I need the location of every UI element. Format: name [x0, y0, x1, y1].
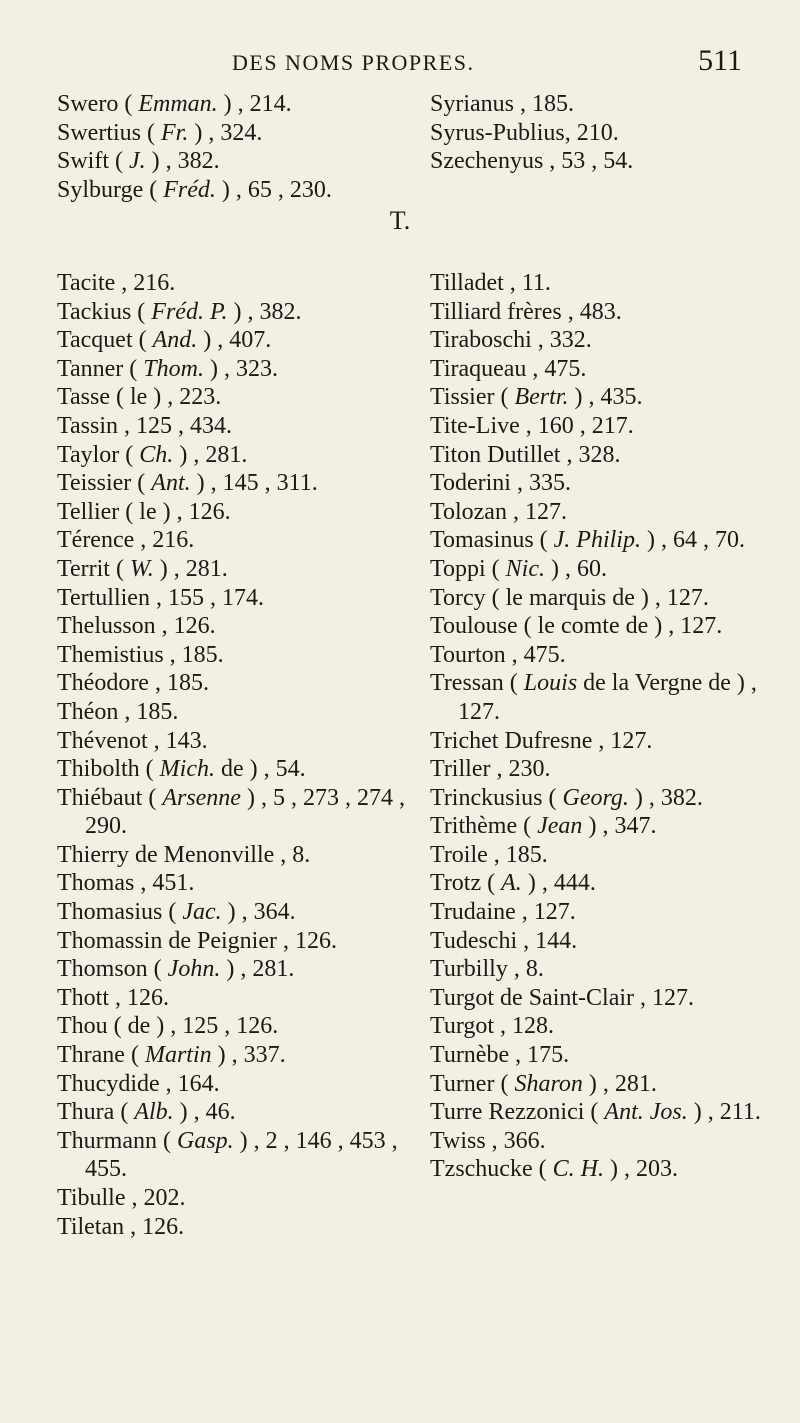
entry-name: Tasse ( le ) , 223. [57, 384, 222, 411]
entry-pages: , 382. [648, 784, 703, 811]
running-title: DES NOMS PROPRES. [232, 50, 475, 75]
entry-name: Turbilly , 8. [430, 956, 544, 983]
entry-name: Tanner [57, 355, 130, 382]
index-entry: Trithème ( Jean ) , 347. [430, 813, 657, 840]
index-entry [57, 412, 429, 441]
entry-pages: , 407. [217, 327, 272, 354]
index-entry [430, 1041, 800, 1070]
index-entry: Thrane ( Martin ) , 337. [57, 1042, 286, 1069]
entry-pages: , 323. [223, 355, 278, 382]
entry-name: Toppi [430, 555, 492, 582]
entry-forename: Ant. Jos. [604, 1099, 688, 1126]
page-number: 511 [698, 44, 742, 77]
index-entry [430, 755, 800, 784]
entry-name: Théodore , 185. [57, 670, 209, 697]
index-entry: Swero ( Emman. ) , 214. [57, 91, 292, 117]
index-entry [57, 584, 429, 613]
entry-name: Tiraqueau , 475. [430, 355, 587, 382]
index-entry: Tissier ( Bertr. ) , 435. [430, 384, 643, 411]
entry-pages: , 60. [564, 555, 607, 582]
entry-pages: , 382. [247, 298, 302, 325]
entry-forename: Martin [144, 1042, 212, 1069]
entry-name: Titon Dutillet , 328. [430, 441, 621, 468]
index-entry [430, 669, 800, 726]
entry-pages: , 444. [541, 870, 596, 897]
entry-name: Tressan ( [430, 670, 524, 697]
entry-pages: , 281. [240, 956, 295, 983]
entry-name: Thierry de Menonville , 8. [57, 841, 311, 868]
entry-forename: J. [129, 148, 146, 175]
entry-forename: Bertr. [514, 384, 569, 411]
entry-name: Thomasius [57, 899, 169, 926]
entry-name: Théon , 185. [57, 698, 179, 725]
index-entry [430, 984, 800, 1013]
entry-name: Tilliard frères , 483. [430, 298, 622, 325]
entry-name: Thou ( de ) , 125 , 126. [57, 1013, 279, 1040]
entry-forename: A. [501, 870, 522, 897]
entry-pages: , 145 , 311. [210, 470, 318, 497]
index-entry [430, 147, 800, 176]
index-entry: Swift ( J. ) , 382. [57, 148, 220, 175]
index-column-top-left [57, 90, 429, 204]
entry-name: Trichet Dufresne , 127. [430, 727, 653, 754]
entry-name: Thibolth [57, 756, 146, 783]
entry-pages: , 364. [241, 899, 296, 926]
index-entry: Tzschucke ( C. H. ) , 203. [430, 1156, 678, 1183]
entry-forename: C. H. [552, 1156, 604, 1183]
index-entry [57, 927, 429, 956]
index-entry [57, 498, 429, 527]
entry-pages: , 2 , 146 , 453 , 455. [85, 1127, 398, 1183]
index-entry [57, 1213, 429, 1242]
entry-forename: John. [167, 956, 221, 983]
entry-name: Tibulle , 202. [57, 1185, 186, 1211]
entry-name: Taylor [57, 441, 126, 468]
index-entry: Thibolth ( Mich. de ) , 54. [57, 756, 306, 783]
index-entry: Thiébaut ( Arsenne ) , 5 , 273 , 274 , 290. [57, 784, 405, 840]
entry-name: Tiletan , 126. [57, 1213, 185, 1240]
entry-name: Thott , 126. [57, 984, 169, 1011]
entry-pages: , 281. [602, 1070, 657, 1097]
index-entry: Turner ( Sharon ) , 281. [430, 1070, 657, 1097]
entry-pages: , 435. [588, 384, 643, 411]
entry-name: Thurmann [57, 1127, 163, 1154]
index-entry [430, 355, 800, 384]
entry-name: Swift [57, 148, 116, 175]
index-entry [430, 955, 800, 984]
index-entry [57, 641, 429, 670]
entry-name: Turre Rezzonici [430, 1099, 591, 1126]
entry-pages: de la Vergne de ) , 127. [458, 670, 757, 725]
entry-forename: Sharon [514, 1070, 583, 1097]
entry-pages: , 337. [231, 1042, 286, 1069]
entry-name: Tolozan , 127. [430, 498, 567, 525]
section-letter: T. [389, 206, 411, 235]
running-head [0, 44, 800, 84]
entry-name: Territ [57, 555, 116, 582]
index-entry [430, 584, 800, 613]
entry-name: Thiébaut [57, 784, 149, 811]
entry-name: Thelusson , 126. [57, 613, 216, 640]
index-entry: Tomasinus ( J. Philip. ) , 64 , 70. [430, 527, 745, 554]
index-entry [430, 727, 800, 756]
entry-pages: , 64 , 70. [660, 527, 745, 554]
entry-name: Thévenot , 143. [57, 727, 208, 754]
entry-name: Thucydide , 164. [57, 1070, 220, 1097]
entry-forename: Jac. [182, 899, 222, 926]
index-entry [430, 841, 800, 870]
entry-name: Térence , 216. [57, 527, 195, 554]
index-entry: Trinckusius ( Georg. ) , 382. [430, 784, 703, 811]
entry-forename: J. Philip. [553, 527, 641, 554]
entry-name: Swertius [57, 119, 147, 146]
entry-name: Tertullien , 155 , 174. [57, 584, 264, 611]
entry-forename: Fr. [161, 119, 189, 146]
entry-name: Toderini , 335. [430, 470, 571, 497]
entry-name: Tourton , 475. [430, 641, 566, 668]
entry-pages: , 5 , 273 , 274 , 290. [85, 784, 405, 840]
index-entry: Thura ( Alb. ) , 46. [57, 1099, 236, 1126]
entry-name: Triller , 230. [430, 756, 551, 783]
entry-forename: Jean [537, 813, 583, 840]
entry-pages: , 203. [623, 1156, 678, 1183]
index-entry [57, 526, 429, 555]
index-entry: Taylor ( Ch. ) , 281. [57, 441, 248, 468]
index-entry [430, 269, 800, 298]
entry-name: Themistius , 185. [57, 641, 224, 668]
entry-forename: Gasp. [176, 1127, 234, 1154]
index-entry [430, 412, 800, 441]
index-entry [430, 1012, 800, 1041]
entry-name: Tackius [57, 298, 138, 325]
entry-forename: And. [152, 327, 198, 354]
index-entry: Turre Rezzonici ( Ant. Jos. ) , 211. [430, 1099, 761, 1126]
index-entry [430, 612, 800, 641]
entry-name: Tiraboschi , 332. [430, 327, 592, 354]
entry-name: Twiss , 366. [430, 1127, 546, 1154]
index-entry [57, 841, 429, 870]
entry-name: Tzschucke [430, 1156, 539, 1183]
index-column-t-left [57, 269, 429, 1241]
entry-pages: de ) , 54. [220, 756, 306, 783]
entry-pages: , 382. [165, 148, 220, 175]
entry-forename: Emman. [138, 91, 218, 117]
entry-pages: , 214. [237, 91, 292, 117]
entry-pages: , 281. [173, 555, 228, 582]
index-entry: Toppi ( Nic. ) , 60. [430, 555, 607, 582]
entry-name: Thomassin de Peignier , 126. [57, 927, 337, 954]
index-entry [57, 727, 429, 756]
entry-name: Tudeschi , 144. [430, 927, 578, 954]
entry-name: Trudaine , 127. [430, 899, 576, 926]
entry-name: Swero [57, 91, 125, 117]
entry-name: Thomson [57, 956, 154, 983]
index-entry [430, 326, 800, 355]
entry-name: Thrane [57, 1042, 131, 1069]
index-entry [430, 927, 800, 956]
index-entry: Territ ( W. ) , 281. [57, 555, 228, 582]
index-entry [57, 1184, 429, 1213]
entry-name: Thura [57, 1099, 121, 1126]
entry-name: Syrianus , 185. [430, 91, 574, 117]
entry-name: Turnèbe , 175. [430, 1042, 570, 1069]
entry-name: Tilladet , 11. [430, 270, 551, 296]
entry-forename: Fréd. P. [151, 298, 228, 325]
index-entry [430, 119, 800, 148]
entry-pages: , 281. [193, 441, 248, 468]
index-entry [430, 1127, 800, 1156]
index-entry: Thomasius ( Jac. ) , 364. [57, 899, 296, 926]
index-entry: Tacquet ( And. ) , 407. [57, 327, 272, 354]
entry-name: Tissier [430, 384, 501, 411]
index-entry [57, 269, 429, 298]
entry-name: Turgot , 128. [430, 1013, 555, 1040]
index-entry: Trotz ( A. ) , 444. [430, 870, 596, 897]
entry-forename: Georg. [562, 784, 629, 811]
index-entry [57, 1012, 429, 1041]
index-entry [57, 698, 429, 727]
index-entry [430, 898, 800, 927]
entry-name: Syrus-Publius, 210. [430, 119, 619, 146]
entry-name: Tassin , 125 , 434. [57, 412, 232, 439]
index-entry: Sylburge ( Fréd. ) , 65 , 230. [57, 176, 332, 203]
index-entry [430, 469, 800, 498]
entry-pages: , 46. [193, 1099, 236, 1126]
entry-pages: , 324. [208, 119, 263, 146]
entry-name: Trinckusius [430, 784, 549, 811]
index-entry: Thurmann ( Gasp. ) , 2 , 146 , 453 , 455. [57, 1127, 398, 1183]
entry-forename: Fréd. [163, 176, 216, 203]
index-entry: Tanner ( Thom. ) , 323. [57, 355, 278, 382]
entry-name: Turgot de Saint-Clair , 127. [430, 984, 695, 1011]
entry-forename: Thom. [143, 355, 204, 382]
index-entry [430, 498, 800, 527]
index-entry: Teissier ( Ant. ) , 145 , 311. [57, 470, 318, 497]
entry-name: Sylburge [57, 176, 150, 203]
entry-name: Toulouse ( le comte de ) , 127. [430, 613, 723, 640]
entry-name: Teissier [57, 470, 138, 497]
index-column-top-right [430, 90, 800, 176]
index-entry [430, 441, 800, 470]
entry-name: Trithème [430, 813, 524, 840]
index-column-t-right [430, 269, 800, 1184]
entry-name: Tellier ( le ) , 126. [57, 498, 231, 525]
index-entry: Thomson ( John. ) , 281. [57, 956, 295, 983]
entry-forename: W. [129, 555, 154, 582]
entry-name: Torcy ( le marquis de ) , 127. [430, 584, 709, 611]
entry-forename: Arsenne [162, 784, 241, 811]
entry-name: Tite-Live , 160 , 217. [430, 412, 634, 439]
index-entry [430, 641, 800, 670]
index-entry [57, 869, 429, 898]
entry-name: Thomas , 451. [57, 870, 195, 897]
entry-pages: , 65 , 230. [235, 176, 332, 203]
entry-name: Turner [430, 1070, 501, 1097]
index-entry [57, 669, 429, 698]
index-entry [57, 612, 429, 641]
entry-forename: Alb. [134, 1099, 174, 1126]
entry-pages: , 347. [602, 813, 657, 840]
index-entry [57, 383, 429, 412]
index-entry [57, 1070, 429, 1099]
index-entry [57, 984, 429, 1013]
entry-name: Troile , 185. [430, 841, 548, 868]
entry-forename: Louis [523, 670, 578, 697]
index-entry: Swertius ( Fr. ) , 324. [57, 119, 263, 146]
index-entry: Tackius ( Fréd. P. ) , 382. [57, 298, 302, 325]
entry-name: Tacite , 216. [57, 270, 176, 296]
entry-forename: Nic. [505, 555, 545, 582]
entry-forename: Ch. [139, 441, 174, 468]
entry-pages: , 211. [707, 1099, 761, 1126]
entry-name: Tomasinus [430, 527, 540, 554]
entry-name: Szechenyus , 53 , 54. [430, 148, 634, 175]
index-entry [430, 90, 800, 119]
entry-forename: Ant. [151, 470, 191, 497]
index-entry [430, 298, 800, 327]
entry-forename: Mich. [159, 756, 215, 783]
entry-name: Trotz [430, 870, 488, 897]
entry-name: Tacquet [57, 327, 139, 354]
